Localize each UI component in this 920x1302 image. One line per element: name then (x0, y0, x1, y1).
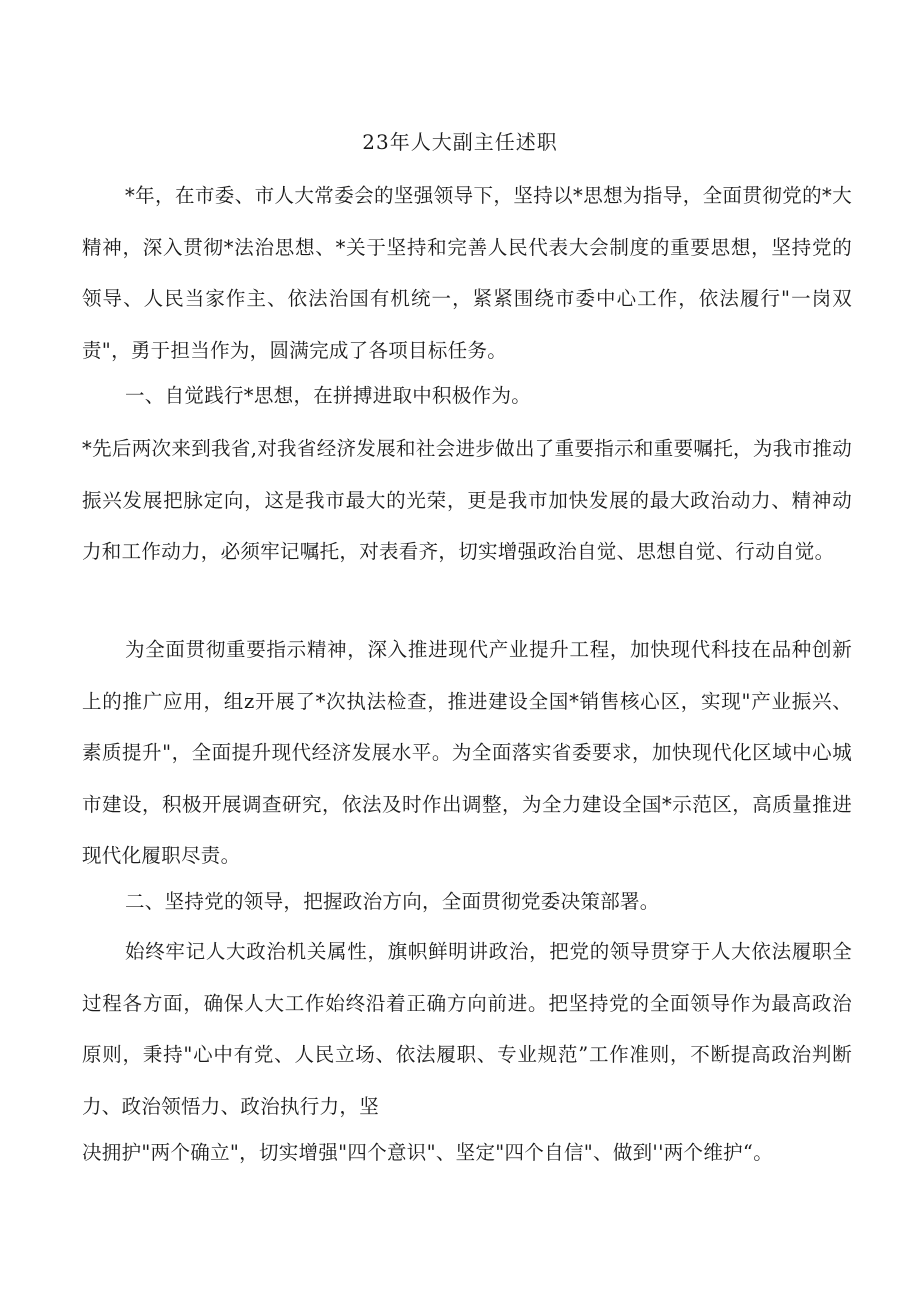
section-heading-2: 二、坚持党的领导，把握政治方向，全面贯彻党委决策部署。 (125, 890, 660, 913)
section-heading-1: 一、自觉践行*思想，在拼搏进取中积极作为。 (125, 384, 532, 407)
paragraph-instructions: *先后两次来到我省,对我省经济发展和社会进步做出了重要指示和重要嘱托，为我市推动振兴发展把脉定向，这是我市最大的光荣，更是我市加快发展的最大政治动力、精神动力和工作动力，必须牢记嘱托，对表看齐，切实增强政治自觉、思想自觉、行动自觉。 (82, 437, 852, 563)
paragraph-continuation: 决拥护"两个确立"，切实增强"四个意识"、坚定"四个自信"、做到''两个维护“。 (82, 1141, 774, 1164)
paragraph-intro: *年，在市委、市人大常委会的坚强领导下，坚持以*思想为指导，全面贯彻党的*大精神，深入贯彻*法治思想、*关于坚持和完善人民代表大会制度的重要思想，坚持党的领导、人民当家作主、依法治国有机统一，紧紧围绕市委中心工作，依法履行"一岗双责"，勇于担当作为，圆满完成了各项目标任务。 (82, 184, 852, 362)
paragraph-party-leadership: 始终牢记人大政治机关属性，旗帜鲜明讲政治，把党的领导贯穿于人大依法履职全过程各方面，确保人大工作始终沿着正确方向前进。把坚持党的全面领导作为最高政治原则，秉持"心中有党、人民立场、依法履职、专业规范”工作准则，不断提高政治判断力、政治领悟力、政治执行力，坚 (82, 940, 852, 1118)
document-title: 23年人大副主任述职 (362, 130, 558, 154)
paragraph-implementation: 为全面贯彻重要指示精神，深入推进现代产业提升工程，加快现代科技在品种创新上的推广应用，组z开展了*次执法检查，推进建设全国*销售核心区，实现"产业振兴、素质提升"，全面提升现代经济发展水平。为全面落实省委要求，加快现代化区域中心城市建设，积极开展调查研究，依法及时作出调整，为全力建设全国*示范区，高质量推进现代化履职尽责。 (82, 638, 852, 867)
